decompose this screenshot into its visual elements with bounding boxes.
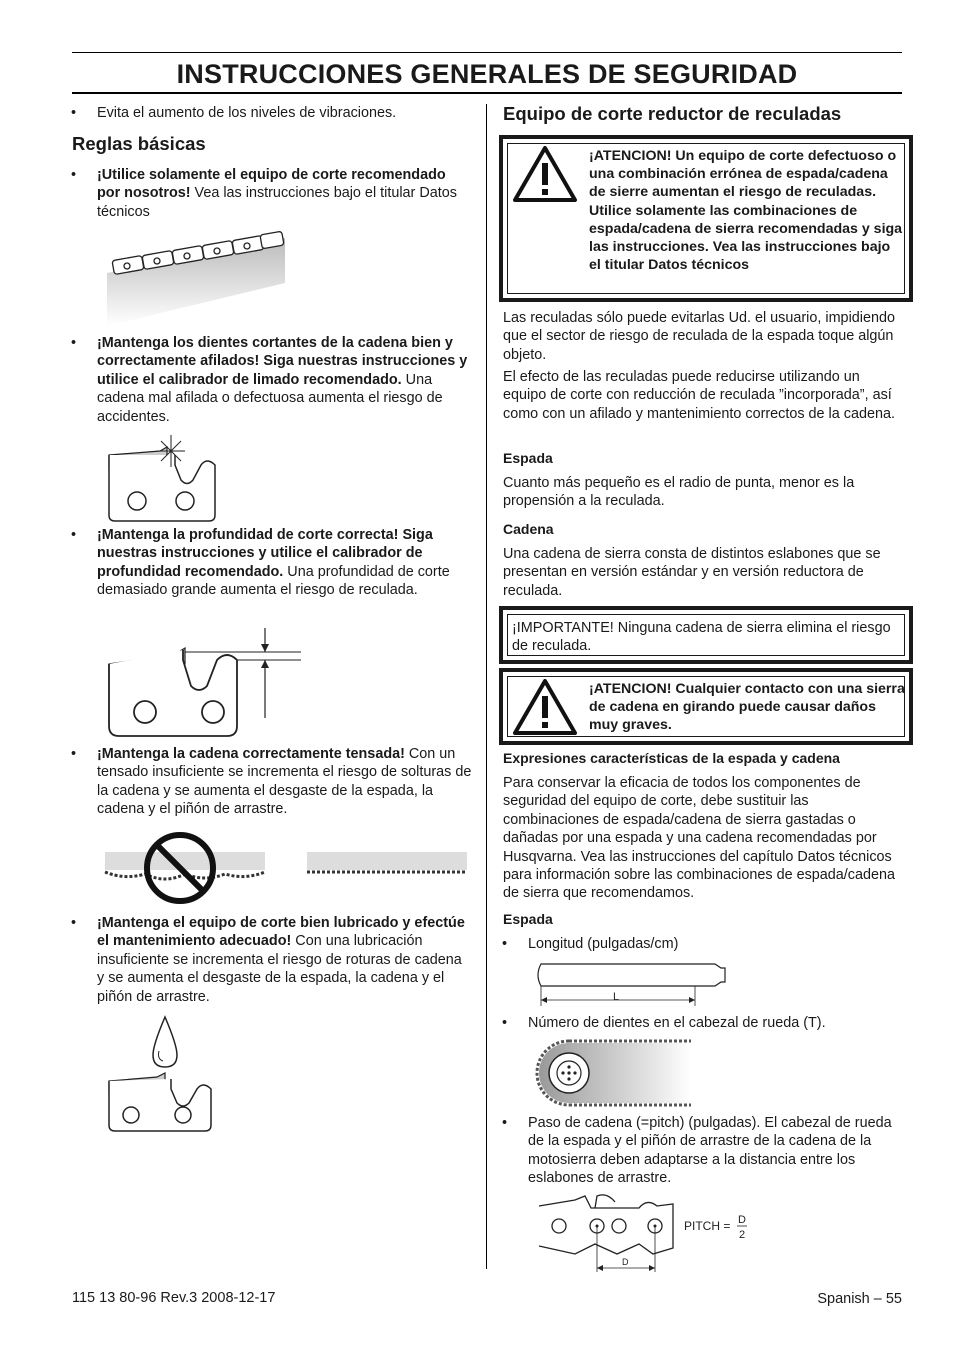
- bullet-dot: •: [502, 1115, 508, 1131]
- bullet-bold: ¡Mantenga la profundidad de corte correcta! Siga nuestras instrucciones y utilice el calibrador de profundidad recomendado.: [97, 527, 433, 580]
- warning-triangle-icon: [512, 145, 578, 203]
- bullet-text: Con una lubricación insuficiente se incrementa el riesgo de roturas de cadena y se aumenta el desgaste de la espada, la cadena y el piñón de arrastre.: [97, 933, 462, 1005]
- warning-1-text: ¡ATENCION! Un equipo de corte defectuoso o una combinación errónea de espada/cadena de sierre aumentan el riesgo de reculadas. Utilice solamente las combinaciones de espada/cadena de sierra recomendadas y siga las instrucciones. Vea las instrucciones bajo el titular Datos técnicos: [589, 148, 903, 274]
- bullet-lubrication: [71, 914, 472, 1006]
- warning-box-2: [499, 668, 913, 745]
- bullet-bold: ¡Mantenga el equipo de corte bien lubricado y efectúe el mantenimiento adecuado!: [97, 915, 465, 950]
- bullet-sharp-teeth: [71, 334, 472, 426]
- bullet-longitud: [502, 935, 903, 953]
- bullet-bold: ¡Mantenga la cadena correctamente tensada!: [97, 746, 405, 762]
- bullet-text: Una cadena mal afilada o defectuosa aumenta el riesgo de accidentes.: [97, 371, 443, 425]
- bullet-paso-text: Paso de cadena (=pitch) (pulgadas). El cabezal de rueda de la espada y el piñón de arrastre de la cadena de la motosierra deben adaptarse a la distancia entre los eslabones de arrastre.: [528, 1115, 892, 1187]
- subheading-espada-2: Espada: [503, 911, 553, 927]
- paragraph-espada: Cuanto más pequeño es el radio de punta, menor es la propensión a la reculada.: [503, 475, 855, 510]
- chain-cutting-wood-illustration: [105, 228, 290, 328]
- bullet-bold: ¡Utilice solamente el equipo de corte recomendado por nosotros!: [97, 167, 446, 202]
- label-L: L: [613, 991, 620, 1003]
- oil-drop-illustration: [105, 1015, 217, 1135]
- bullet-bold: ¡Mantenga los dientes cortantes de la cadena bien y correctamente afilados! Siga nuestras instrucciones y utilice el calibrador de limado recomendado.: [97, 335, 468, 388]
- bar-length-illustration: [535, 958, 730, 1008]
- chain-pitch-illustration: [535, 1192, 755, 1274]
- intro-bullet-text: Evita el aumento de los niveles de vibraciones.: [97, 105, 397, 121]
- sharp-tooth-illustration: [105, 435, 220, 525]
- sprocket-nose-illustration: [533, 1037, 693, 1107]
- warning-2-text: ¡ATENCION! Cualquier contacto con una sierra de cadena en girando puede causar daños muy graves.: [589, 681, 905, 734]
- important-text: ¡IMPORTANTE! Ninguna cadena de sierra elimina el riesgo de reculada.: [512, 620, 891, 655]
- footer-page-number: Spanish – 55: [817, 1291, 902, 1307]
- label-D: D: [622, 1257, 629, 1267]
- intro-bullet: [71, 104, 472, 122]
- bullet-depth: [71, 526, 472, 600]
- depth-gauge-illustration: [105, 628, 305, 740]
- bullet-text: Una profundidad de corte demasiado grande aumenta el riesgo de reculada.: [97, 563, 450, 599]
- bullet-dientes-text: Número de dientes en el cabezal de rueda (T).: [528, 1015, 826, 1031]
- bullet-paso: [502, 1114, 903, 1188]
- section-heading-reglas: Reglas básicas: [72, 133, 206, 154]
- warning-triangle-icon: [512, 678, 578, 736]
- bullet-dot: •: [71, 335, 77, 351]
- pitch-numerator: D: [738, 1214, 746, 1226]
- page-title: INSTRUCCIONES GENERALES DE SEGURIDAD: [72, 52, 902, 94]
- warning-box-1: [499, 135, 913, 302]
- paragraph-cadena: Una cadena de sierra consta de distintos eslabones que se presentan en versión estándar y en versión reductora de reculada.: [503, 546, 881, 599]
- bullet-dot: •: [502, 1015, 508, 1031]
- bullet-dot: •: [71, 915, 77, 931]
- bullet-cutting-equipment: [71, 166, 472, 221]
- bullet-dot: •: [71, 105, 77, 121]
- pitch-denominator: 2: [739, 1229, 746, 1241]
- paragraph-reculadas-1: Las reculadas sólo puede evitarlas Ud. el usuario, impidiendo que el sector de riesgo de reculada de la espada toque algún objeto.: [503, 310, 895, 363]
- bullet-text: Con un tensado insuficiente se incrementa el riesgo de solturas de la cadena y se aumenta el desgaste de la espada, la cadena y el piñón de arrastre.: [97, 746, 472, 818]
- footer-doc-id: 115 13 80-96 Rev.3 2008-12-17: [72, 1290, 276, 1306]
- chain-tension-illustration: [105, 828, 470, 908]
- subheading-espada: Espada: [503, 450, 553, 466]
- paragraph-expresiones: Para conservar la eficacia de todos los componentes de seguridad del equipo de corte, debe sustituir las combinaciones de espada/cadena de sierra gastadas o dañadas por una espada y una cadena recomendadas por Husqvarna. Vea las instrucciones del capítulo Datos técnicos para información sobre las combinaciones de espada/cadena de sierra que recomendamos.: [503, 775, 895, 902]
- bullet-dot: •: [71, 527, 77, 543]
- bullet-text: Vea las instrucciones bajo el titular Datos técnicos: [97, 185, 457, 220]
- bullet-longitud-text: Longitud (pulgadas/cm): [528, 936, 679, 952]
- bullet-dot: •: [502, 936, 508, 952]
- paragraph-reculadas-2: El efecto de las reculadas puede reducirse utilizando un equipo de corte con reducción de reculada ”incorporada”, así como con un afilado y mantenimiento correctos de la cadena.: [503, 369, 895, 422]
- important-box: [499, 606, 913, 664]
- bullet-dientes: [502, 1014, 903, 1032]
- bullet-tension: [71, 745, 472, 819]
- section-heading-equipo: Equipo de corte reductor de reculadas: [503, 103, 842, 124]
- bullet-dot: •: [71, 167, 77, 183]
- bullet-dot: •: [71, 746, 77, 762]
- subheading-cadena: Cadena: [503, 521, 554, 537]
- pitch-label: PITCH =: [684, 1219, 731, 1233]
- column-divider: [486, 104, 487, 1269]
- subheading-expresiones: Expresiones características de la espada y cadena: [503, 750, 840, 766]
